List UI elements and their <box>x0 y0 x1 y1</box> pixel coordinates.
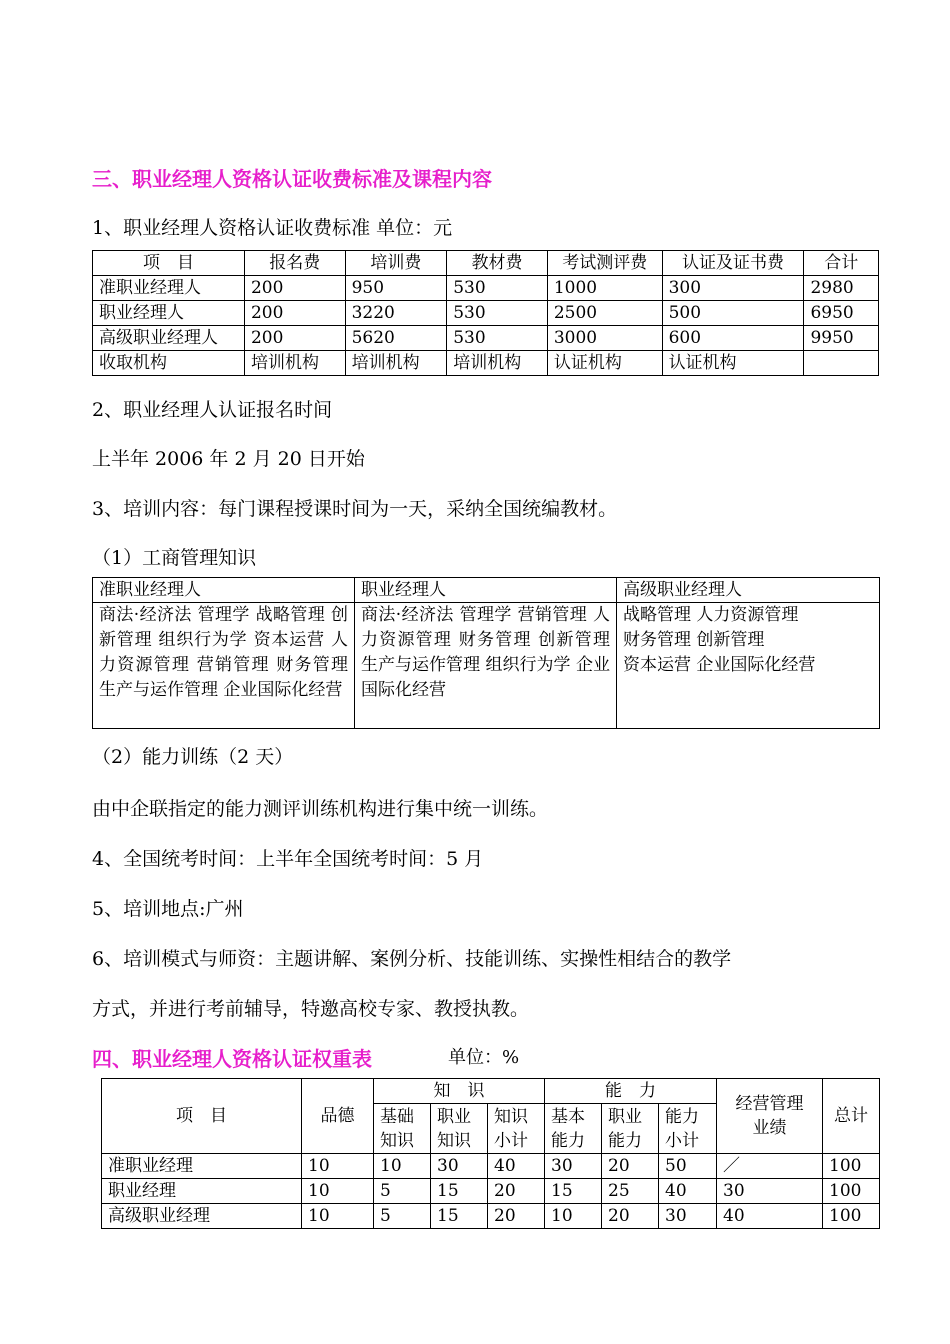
table-cell <box>804 351 879 376</box>
table-cell: 10 <box>302 1179 374 1204</box>
table-cell: 40 <box>717 1204 823 1229</box>
weight-table-header <box>102 1079 880 1104</box>
registration-time-label: 2、职业经理人认证报名时间 <box>92 399 333 421</box>
registration-time-detail: 上半年 2006 年 2 月 20 日开始 <box>92 448 365 470</box>
header-cell: 职业经理人 <box>355 578 617 603</box>
table-cell: 530 <box>447 276 548 301</box>
table-cell: 培训机构 <box>244 351 345 376</box>
header-cell: 培训费 <box>345 251 447 276</box>
table-cell: 职业经理 <box>102 1179 302 1204</box>
table-cell: 认证机构 <box>662 351 804 376</box>
table-cell: 20 <box>602 1204 659 1229</box>
table-cell: 10 <box>545 1204 602 1229</box>
header-cell: 考试测评费 <box>547 251 662 276</box>
header-cell: 职业 知识 <box>431 1104 488 1154</box>
table-row <box>102 1154 880 1179</box>
fee-table-header <box>93 251 879 276</box>
table-cell: ／ <box>717 1154 823 1179</box>
table-cell: 500 <box>662 301 804 326</box>
table-cell: 530 <box>447 301 548 326</box>
table-cell: 30 <box>659 1204 717 1229</box>
exam-time-label: 4、全国统考时间：上半年全国统考时间：5 月 <box>92 848 484 870</box>
weight-unit-label: 单位：% <box>448 1047 520 1068</box>
table-cell: 200 <box>244 276 345 301</box>
table-row <box>93 276 879 301</box>
table-cell: 40 <box>488 1154 545 1179</box>
weight-table <box>101 1078 880 1229</box>
header-cell: 准职业经理人 <box>93 578 355 603</box>
table-cell: 20 <box>602 1154 659 1179</box>
training-mode-line2: 方式，并进行考前辅导，特邀高校专家、教授执教。 <box>92 998 530 1020</box>
header-cell: 基础 知识 <box>374 1104 431 1154</box>
table-cell: 高级职业经理人 <box>93 326 245 351</box>
table-cell: 职业经理人 <box>93 301 245 326</box>
table-cell: 20 <box>488 1204 545 1229</box>
header-cell: 教材费 <box>447 251 548 276</box>
table-cell: 认证机构 <box>547 351 662 376</box>
header-cell: 报名费 <box>244 251 345 276</box>
table-cell: 100 <box>823 1204 880 1229</box>
table-cell: 200 <box>244 301 345 326</box>
header-cell: 总计 <box>823 1079 880 1154</box>
course-table <box>92 577 880 729</box>
header-cell: 能力 小计 <box>659 1104 717 1154</box>
table-cell: 培训机构 <box>447 351 548 376</box>
table-cell: 2980 <box>804 276 879 301</box>
table-cell: 5 <box>374 1204 431 1229</box>
table-cell: 6950 <box>804 301 879 326</box>
header-cell: 基本 能力 <box>545 1104 602 1154</box>
training-location-label: 5、培训地点:广州 <box>92 898 244 920</box>
table-cell: 15 <box>431 1204 488 1229</box>
table-cell: 600 <box>662 326 804 351</box>
header-cell: 知 识 <box>374 1079 545 1104</box>
table-cell: 530 <box>447 326 548 351</box>
ability-training-label: （2）能力训练（2 天） <box>92 746 294 768</box>
fee-table <box>92 250 879 376</box>
section3-title: 三、职业经理人资格认证收费标准及课程内容 <box>92 167 492 191</box>
header-cell: 经营管理 业绩 <box>717 1079 823 1154</box>
ability-training-detail: 由中企联指定的能力测评训练机构进行集中统一训练。 <box>92 798 549 820</box>
table-cell: 15 <box>545 1179 602 1204</box>
table-cell: 3000 <box>547 326 662 351</box>
table-row <box>93 301 879 326</box>
header-cell: 品德 <box>302 1079 374 1154</box>
header-cell: 项 目 <box>93 251 245 276</box>
header-cell: 合计 <box>804 251 879 276</box>
course-table-header <box>93 578 880 603</box>
table-row <box>102 1179 880 1204</box>
table-cell: 100 <box>823 1154 880 1179</box>
table-cell: 3220 <box>345 301 447 326</box>
table-cell: 2500 <box>547 301 662 326</box>
table-cell: 300 <box>662 276 804 301</box>
table-cell: 30 <box>545 1154 602 1179</box>
table-row <box>93 326 879 351</box>
training-mode-line1: 6、培训模式与师资：主题讲解、案例分析、技能训练、实操性相结合的教学 <box>92 948 732 970</box>
training-content-label: 3、培训内容：每门课程授课时间为一天，采纳全国统编教材。 <box>92 498 618 520</box>
table-cell: 30 <box>431 1154 488 1179</box>
table-cell: 1000 <box>547 276 662 301</box>
table-cell: 准职业经理 <box>102 1154 302 1179</box>
header-cell: 知识 小计 <box>488 1104 545 1154</box>
table-cell: 5620 <box>345 326 447 351</box>
table-cell: 20 <box>488 1179 545 1204</box>
course-list: 商法·经济法 管理学 战略管理 创新管理 组织行为学 资本运营 人力资源管理 营销管理 财务管理 生产与运作管理 企业国际化经营 <box>93 603 355 729</box>
table-cell: 10 <box>302 1204 374 1229</box>
table-cell: 40 <box>659 1179 717 1204</box>
table-row <box>93 603 880 729</box>
course-list: 战略管理 人力资源管理 财务管理 创新管理 资本运营 企业国际化经营 <box>617 603 880 729</box>
table-cell: 10 <box>374 1154 431 1179</box>
table-cell: 准职业经理人 <box>93 276 245 301</box>
section4-title: 四、职业经理人资格认证权重表 <box>92 1047 372 1071</box>
table-cell: 30 <box>717 1179 823 1204</box>
table-cell: 9950 <box>804 326 879 351</box>
table-cell: 10 <box>302 1154 374 1179</box>
table-cell: 25 <box>602 1179 659 1204</box>
table-cell: 高级职业经理 <box>102 1204 302 1229</box>
table-cell: 培训机构 <box>345 351 447 376</box>
header-cell: 职业 能力 <box>602 1104 659 1154</box>
header-cell: 认证及证书费 <box>662 251 804 276</box>
table-cell: 100 <box>823 1179 880 1204</box>
table-row <box>93 351 879 376</box>
table-cell: 50 <box>659 1154 717 1179</box>
business-knowledge-label: （1）工商管理知识 <box>92 547 257 569</box>
course-list: 商法·经济法 管理学 营销管理 人力资源管理 财务管理 创新管理 生产与运作管理 组织行为学 企业国际化经营 <box>355 603 617 729</box>
header-cell: 项 目 <box>102 1079 302 1154</box>
table-cell: 200 <box>244 326 345 351</box>
table-cell: 950 <box>345 276 447 301</box>
fee-standard-label: 1、职业经理人资格认证收费标准 单位：元 <box>92 217 453 239</box>
table-cell: 收取机构 <box>93 351 245 376</box>
table-row <box>102 1204 880 1229</box>
header-cell: 高级职业经理人 <box>617 578 880 603</box>
table-cell: 15 <box>431 1179 488 1204</box>
header-cell: 能 力 <box>545 1079 717 1104</box>
table-cell: 5 <box>374 1179 431 1204</box>
